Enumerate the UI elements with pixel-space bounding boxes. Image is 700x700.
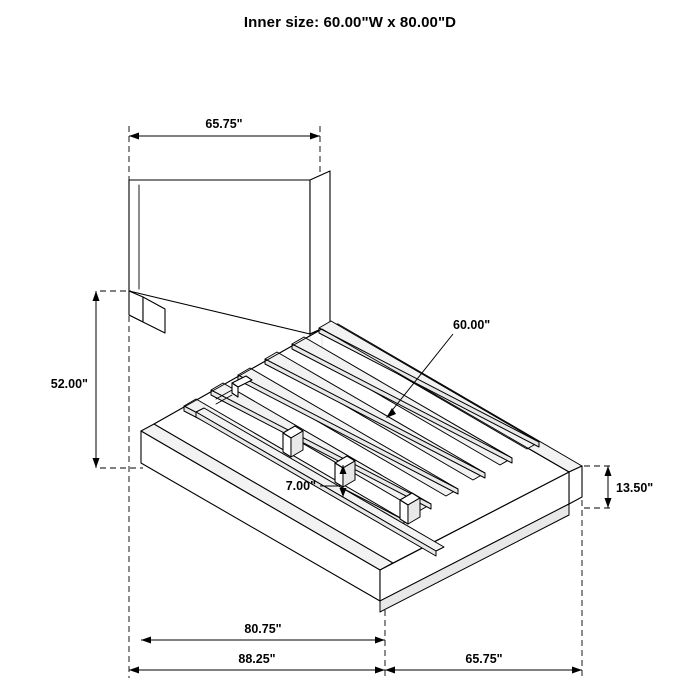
- dim-overall-width: [385, 652, 582, 674]
- dim-label-slat-width: 7.00": [285, 479, 316, 493]
- dim-label-slat-span: 60.00": [453, 318, 491, 332]
- dim-label-overall-height: 52.00": [50, 377, 88, 391]
- dim-deck-height: [584, 466, 653, 508]
- dim-label-overall-length: 88.25": [238, 652, 276, 666]
- dim-headboard-width: [129, 117, 320, 140]
- bed-geometry: [129, 171, 582, 612]
- dim-overall-length: [129, 652, 385, 674]
- dim-inner-length: [141, 622, 385, 644]
- dim-label-headboard-width: 65.75": [205, 117, 243, 131]
- dim-label-deck-height: 13.50": [616, 481, 654, 495]
- dim-label-overall-width: 65.75": [465, 652, 503, 666]
- page-title: Inner size: 60.00"W x 80.00"D: [243, 14, 457, 31]
- dim-label-inner-length: 80.75": [244, 622, 282, 636]
